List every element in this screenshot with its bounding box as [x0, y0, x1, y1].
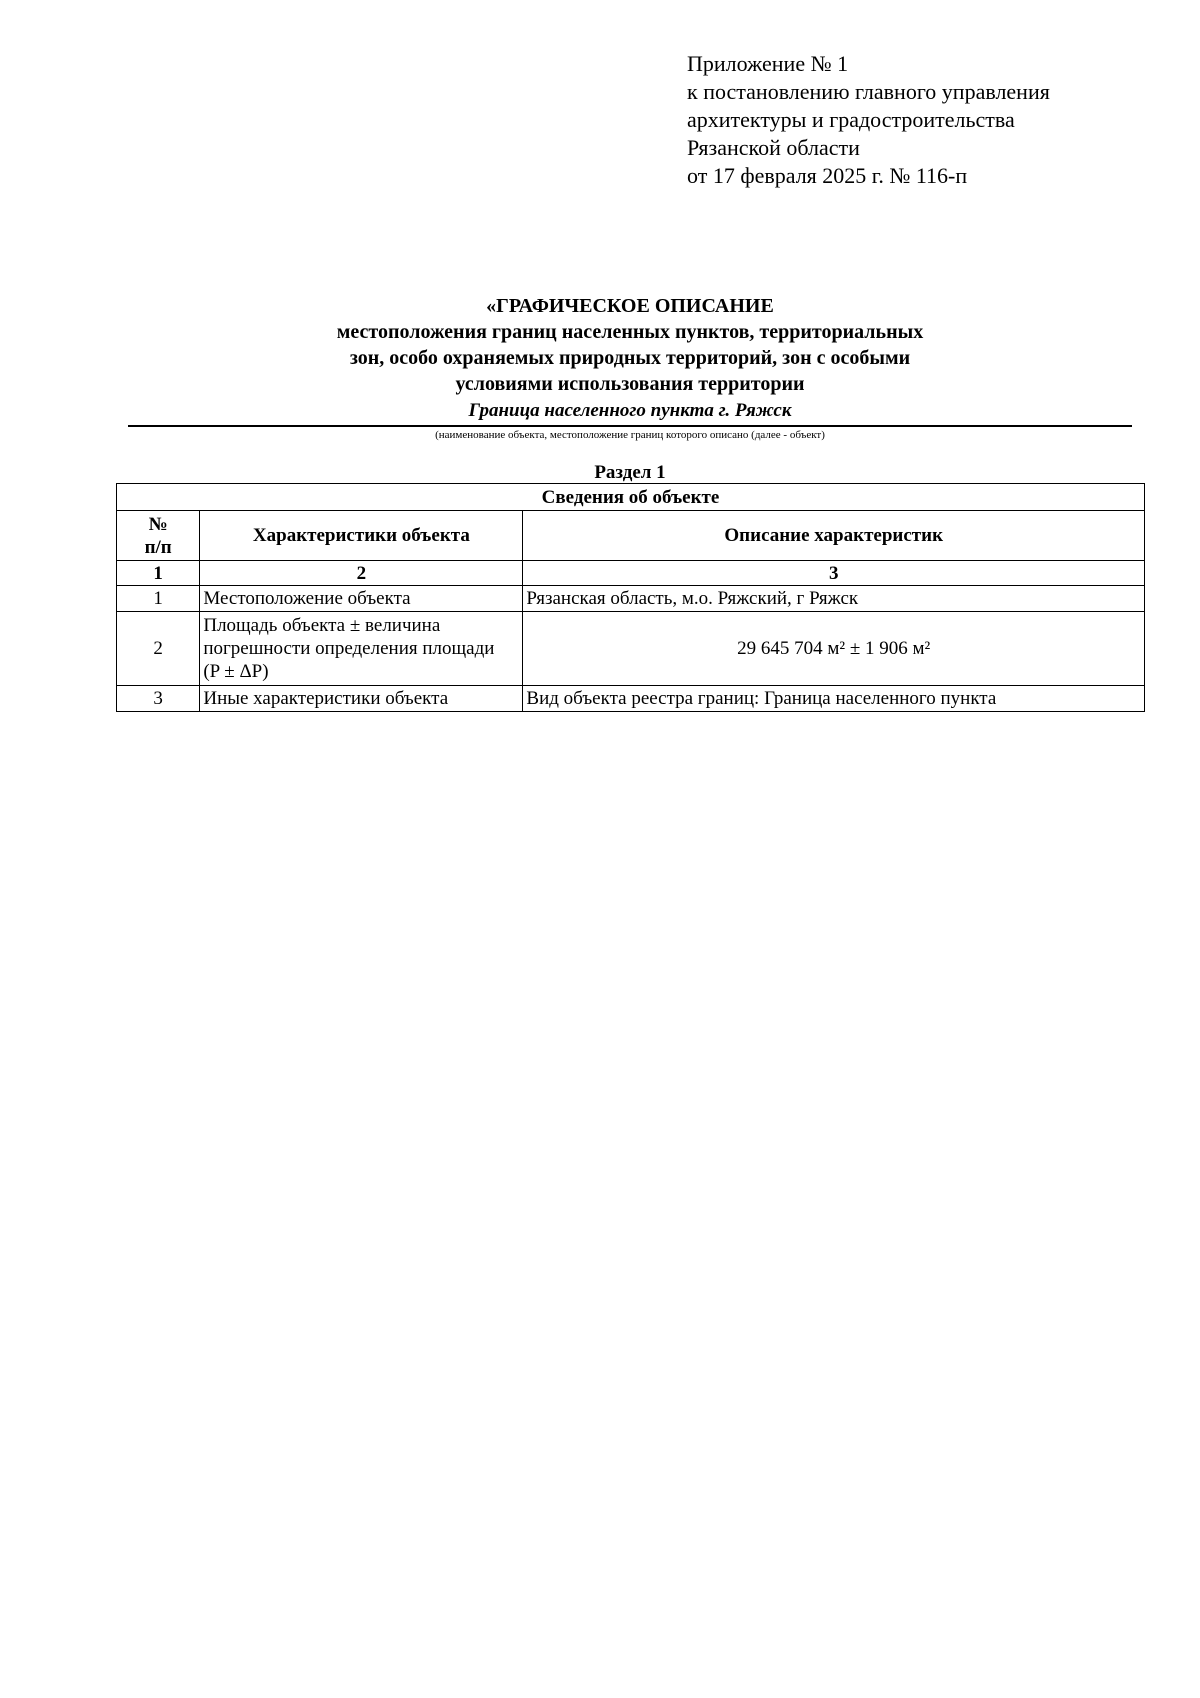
document-title	[128, 293, 1132, 397]
row-num: 3	[117, 686, 200, 712]
appendix-line: Рязанской области	[687, 135, 860, 160]
header-num-line1: №	[148, 513, 168, 535]
table-caption: Сведения об объекте	[117, 484, 1145, 511]
table-row	[117, 586, 1145, 612]
title-line: «ГРАФИЧЕСКОЕ ОПИСАНИЕ	[486, 295, 774, 317]
row-num: 2	[117, 612, 200, 686]
appendix-line: от 17 февраля 2025 г. № 116-п	[687, 163, 968, 188]
object-name-hint: (наименование объекта, местоположение границ которого описано (далее - объект)	[435, 429, 825, 441]
column-number: 1	[117, 561, 200, 586]
appendix-line: архитектуры и градостроительства	[687, 107, 1015, 132]
column-number: 3	[523, 561, 1145, 586]
row-characteristic: Иные характеристики объекта	[200, 686, 523, 712]
header-description: Описание характеристик	[523, 511, 1145, 561]
appendix-header	[687, 50, 1050, 190]
row-description: Рязанская область, м.о. Ряжский, г Ряжск	[523, 586, 1145, 612]
title-line: зон, особо охраняемых природных территорий, зон с особыми	[349, 347, 911, 369]
object-name: Граница населенного пункта г. Ряжск	[468, 400, 792, 421]
appendix-line: к постановлению главного управления	[687, 79, 1050, 104]
table-header-row	[117, 511, 1145, 561]
header-characteristics: Характеристики объекта	[200, 511, 523, 561]
row-characteristic: Местоположение объекта	[200, 586, 523, 612]
row-description: 29 645 704 м² ± 1 906 м²	[523, 612, 1145, 686]
header-num-line2: п/п	[144, 536, 172, 558]
row-characteristic-line: Площадь объекта ± величина	[203, 615, 441, 636]
row-num: 1	[117, 586, 200, 612]
object-name-underline	[128, 425, 1132, 427]
row-characteristic	[200, 612, 523, 686]
object-info-table	[116, 483, 1145, 712]
column-number: 2	[200, 561, 523, 586]
appendix-line: Приложение № 1	[687, 51, 849, 76]
row-characteristic-line: (P ± ΔP)	[203, 661, 269, 682]
column-number-row	[117, 561, 1145, 586]
row-characteristic-line: погрешности определения площади	[203, 638, 495, 659]
title-line: местоположения границ населенных пунктов, территориальных	[336, 321, 924, 343]
section-title: Раздел 1	[594, 462, 666, 483]
table-row	[117, 612, 1145, 686]
header-num	[117, 511, 200, 561]
row-description: Вид объекта реестра границ: Граница населенного пункта	[523, 686, 1145, 712]
title-line: условиями использования территории	[455, 373, 805, 395]
table-row	[117, 686, 1145, 712]
table-caption-row	[117, 484, 1145, 511]
